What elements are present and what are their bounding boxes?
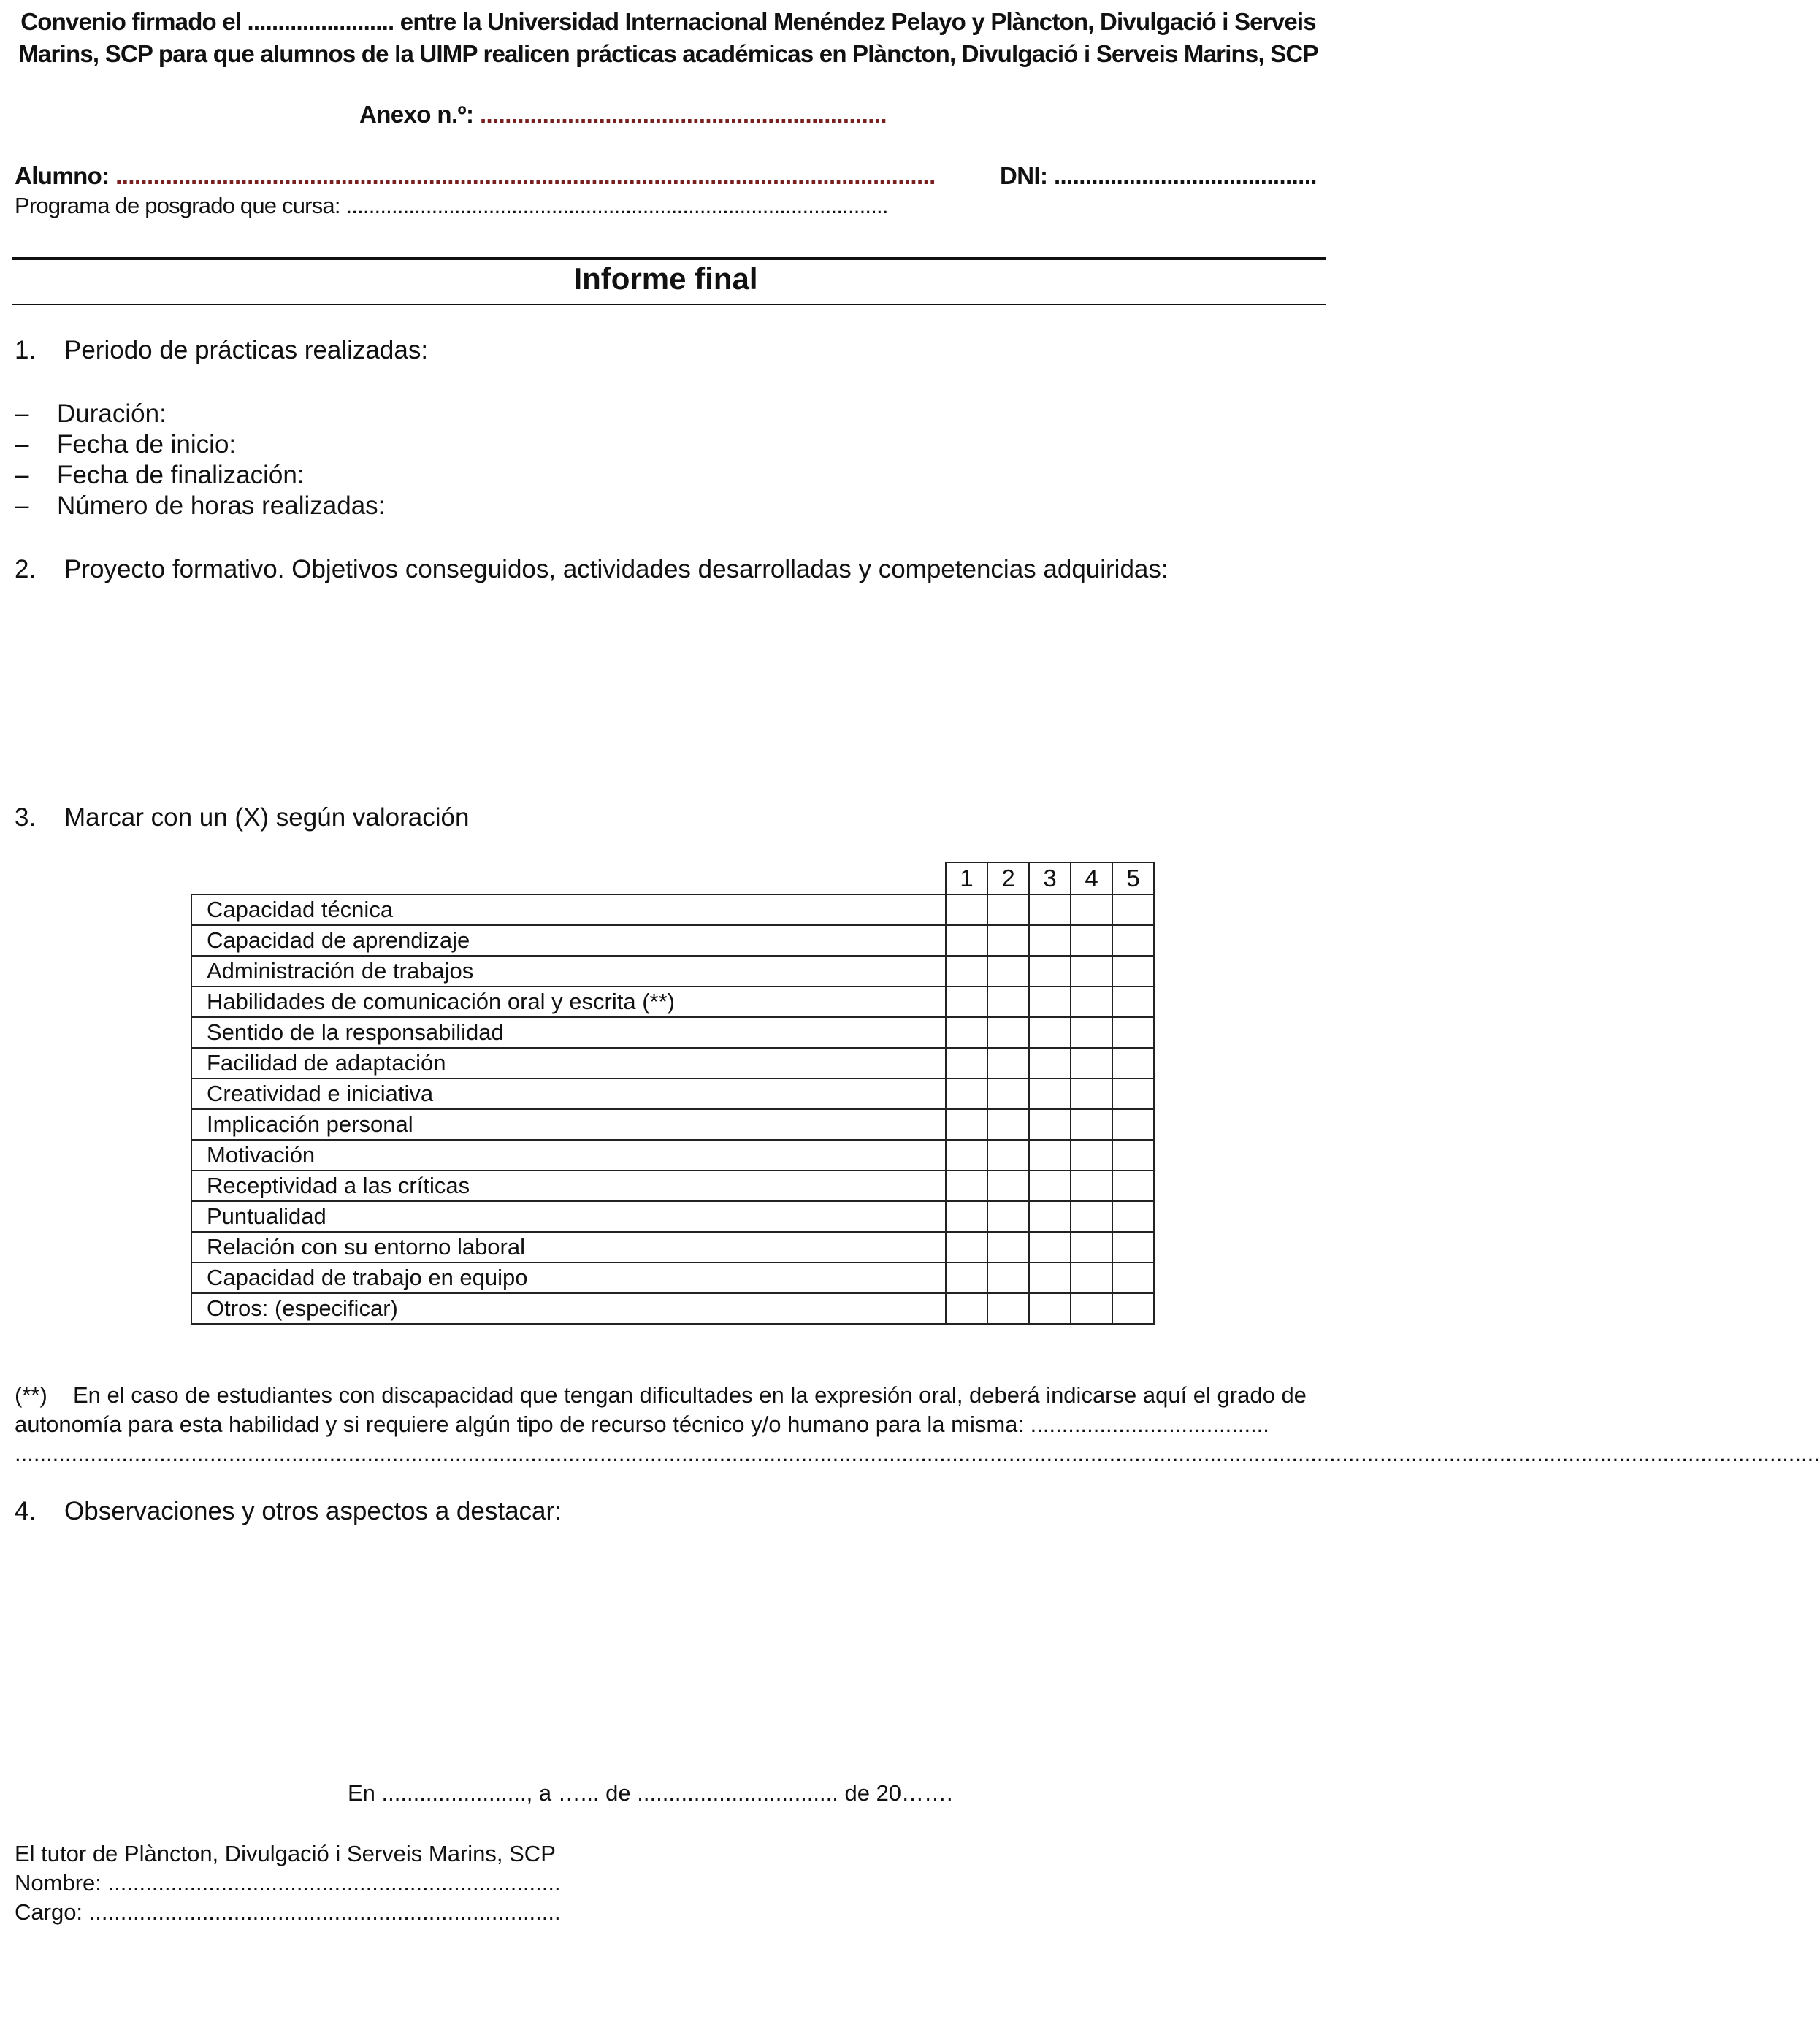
table-row [191,1109,1154,1140]
rating-checkbox-2[interactable] [987,956,1029,986]
note-field[interactable]: ............................................................................................................................................................................................................................................................................................... [15,1441,1820,1466]
rating-checkbox-1[interactable] [946,1048,987,1078]
rating-checkbox-2[interactable] [987,1262,1029,1293]
rating-checkbox-4[interactable] [1071,894,1112,925]
dash: – [15,399,29,428]
rating-scale-row [191,862,1154,894]
rating-checkbox-2[interactable] [987,1232,1029,1262]
page-title: Informe final [573,261,758,296]
section-1-text: Periodo de prácticas realizadas: [64,336,429,364]
dni-field[interactable]: .......................................... [1047,162,1317,189]
rating-checkbox-1[interactable] [946,956,987,986]
header-line-2: Marins, SCP para que alumnos de la UIMP realicen prácticas académicas en Plàncton, Divulgació i Serveis Marins, SCP [18,40,1318,67]
rating-checkbox-3[interactable] [1029,1262,1071,1293]
rating-checkbox-1[interactable] [946,1262,987,1293]
section-2-text: Proyecto formativo. Objetivos conseguidos, actividades desarrolladas y competencias adquiridas: [64,555,1169,583]
rating-checkbox-5[interactable] [1112,1201,1154,1232]
accessibility-note [15,1381,1326,1439]
agreement-header [15,6,1322,70]
criterion-label: Puntualidad [191,1201,946,1232]
table-row [191,1017,1154,1048]
table-row [191,1048,1154,1078]
dni-line [1000,162,1317,190]
rating-checkbox-2[interactable] [987,1170,1029,1201]
header-line-1: Convenio firmado el ........................ entre la Universidad Internacional Menéndez Pelayo y Plàncton, Divulgació i Serveis [20,8,1316,35]
rating-checkbox-3[interactable] [1029,1078,1071,1109]
rating-checkbox-1[interactable] [946,1017,987,1048]
rating-checkbox-5[interactable] [1112,1140,1154,1170]
rating-checkbox-1[interactable] [946,1078,987,1109]
program-field[interactable]: Programa de posgrado que cursa: ............................................................................................... [15,193,888,218]
table-row [191,1262,1154,1293]
table-row [191,1232,1154,1262]
rating-checkbox-3[interactable] [1029,1170,1071,1201]
rating-checkbox-4[interactable] [1071,1017,1112,1048]
rating-checkbox-1[interactable] [946,1293,987,1324]
criterion-label: Administración de trabajos [191,956,946,986]
criterion-label: Facilidad de adaptación [191,1048,946,1078]
criterion-label: Capacidad técnica [191,894,946,925]
table-row [191,1201,1154,1232]
rating-checkbox-1[interactable] [946,1232,987,1262]
tutor-name-field[interactable]: Nombre: ........................................................................ [15,1870,561,1896]
section-3-number: 3. [15,803,37,832]
criterion-label: Capacidad de trabajo en equipo [191,1262,946,1293]
section-3-heading [15,803,469,832]
table-row [191,894,1154,925]
student-label: Alumno: [15,162,110,189]
title-rule-bottom [12,304,1326,305]
criterion-label: Motivación [191,1140,946,1170]
note-text: En el caso de estudiantes con discapacidad que tengan dificultades en la expresión oral, deberá indicarse aquí el grado de autonomía para esta habilidad y si requiere algún tipo de recurso técnico y/o humano para la misma: ...................................... [15,1382,1307,1437]
list-item [15,399,385,429]
rating-checkbox-5[interactable] [1112,925,1154,956]
tutor-position-field[interactable]: Cargo: ........................................................................... [15,1899,561,1925]
list-item-text[interactable]: Fecha de inicio: [57,430,237,459]
list-item [15,460,385,491]
rating-checkbox-2[interactable] [987,1109,1029,1140]
list-item-text[interactable]: Fecha de finalización: [57,461,305,489]
rating-checkbox-5[interactable] [1112,1232,1154,1262]
date-place-line[interactable]: En ......................., a …... de ................................ de 20……. [348,1780,953,1806]
rating-checkbox-1[interactable] [946,986,987,1017]
rating-checkbox-5[interactable] [1112,1078,1154,1109]
criterion-label: Sentido de la responsabilidad [191,1017,946,1048]
rating-checkbox-1[interactable] [946,1109,987,1140]
section-4-heading [15,1497,562,1526]
rating-checkbox-4[interactable] [1071,1170,1112,1201]
rating-checkbox-5[interactable] [1112,1293,1154,1324]
rating-scale-4: 4 [1071,862,1112,894]
rating-checkbox-2[interactable] [987,1048,1029,1078]
list-item [15,491,385,521]
section-2-heading [15,555,1169,584]
rating-checkbox-4[interactable] [1071,1078,1112,1109]
title-rule-top [12,257,1326,260]
rating-checkbox-2[interactable] [987,1201,1029,1232]
rating-checkbox-4[interactable] [1071,1140,1112,1170]
list-item-text[interactable]: Duración: [57,399,167,428]
criterion-label: Habilidades de comunicación oral y escrita (**) [191,986,946,1017]
rating-scale-1: 1 [946,862,987,894]
rating-checkbox-3[interactable] [1029,956,1071,986]
rating-checkbox-4[interactable] [1071,956,1112,986]
dash: – [15,430,29,459]
rating-checkbox-3[interactable] [1029,894,1071,925]
dash: – [15,491,29,520]
rating-checkbox-4[interactable] [1071,1293,1112,1324]
rating-checkbox-5[interactable] [1112,1170,1154,1201]
section-1-heading [15,336,428,365]
rating-checkbox-4[interactable] [1071,925,1112,956]
section-2-number: 2. [15,555,37,583]
table-row [191,1140,1154,1170]
rating-checkbox-2[interactable] [987,986,1029,1017]
table-row [191,956,1154,986]
rating-checkbox-2[interactable] [987,1140,1029,1170]
annex-dots[interactable]: ................................................................. [473,101,887,128]
rating-checkbox-3[interactable] [1029,1293,1071,1324]
annex-label: Anexo n.º: [359,101,474,128]
rating-checkbox-2[interactable] [987,1017,1029,1048]
list-item-text[interactable]: Número de horas realizadas: [57,491,386,520]
rating-checkbox-3[interactable] [1029,986,1071,1017]
dni-label: DNI: [1000,162,1048,189]
table-row [191,1078,1154,1109]
rating-checkbox-5[interactable] [1112,1262,1154,1293]
rating-checkbox-3[interactable] [1029,925,1071,956]
section-4-text: Observaciones y otros aspectos a destacar: [64,1497,562,1525]
rating-checkbox-2[interactable] [987,894,1029,925]
criterion-label: Capacidad de aprendizaje [191,925,946,956]
dash: – [15,461,29,489]
criterion-label: Creatividad e iniciativa [191,1078,946,1109]
rating-checkbox-4[interactable] [1071,1109,1112,1140]
criterion-label: Relación con su entorno laboral [191,1232,946,1262]
rating-checkbox-3[interactable] [1029,1232,1071,1262]
note-tag: (**) [15,1382,47,1408]
student-field[interactable]: ................................................................................................................................... [109,162,936,189]
rating-checkbox-5[interactable] [1112,1109,1154,1140]
rating-checkbox-3[interactable] [1029,1017,1071,1048]
rating-checkbox-2[interactable] [987,1293,1029,1324]
criterion-label: Implicación personal [191,1109,946,1140]
rating-checkbox-4[interactable] [1071,1201,1112,1232]
rating-checkbox-1[interactable] [946,925,987,956]
list-item [15,429,385,460]
rating-checkbox-2[interactable] [987,925,1029,956]
rating-checkbox-5[interactable] [1112,986,1154,1017]
rating-checkbox-2[interactable] [987,1078,1029,1109]
rating-checkbox-1[interactable] [946,1140,987,1170]
section-1-number: 1. [15,336,37,364]
rating-checkbox-5[interactable] [1112,1017,1154,1048]
rating-scale-2: 2 [987,862,1029,894]
rating-checkbox-4[interactable] [1071,1232,1112,1262]
rating-checkbox-3[interactable] [1029,1048,1071,1078]
rating-checkbox-1[interactable] [946,894,987,925]
rating-checkbox-3[interactable] [1029,1140,1071,1170]
table-row [191,986,1154,1017]
rating-checkbox-4[interactable] [1071,1048,1112,1078]
table-row [191,925,1154,956]
rating-checkbox-4[interactable] [1071,1262,1112,1293]
table-row [191,1170,1154,1201]
rating-checkbox-5[interactable] [1112,1048,1154,1078]
table-row [191,1293,1154,1324]
rating-checkbox-3[interactable] [1029,1109,1071,1140]
tutor-signature-block [15,1839,561,1927]
annex-number [359,101,887,129]
criterion-label: Otros: (especificar) [191,1293,946,1324]
rating-scale-3: 3 [1029,862,1071,894]
rating-table [191,862,1155,1325]
rating-checkbox-5[interactable] [1112,894,1154,925]
rating-checkbox-4[interactable] [1071,986,1112,1017]
section-3-text: Marcar con un (X) según valoración [64,803,470,832]
criterion-label: Receptividad a las críticas [191,1170,946,1201]
rating-scale-5: 5 [1112,862,1154,894]
rating-checkbox-3[interactable] [1029,1201,1071,1232]
rating-checkbox-5[interactable] [1112,956,1154,986]
rating-checkbox-1[interactable] [946,1201,987,1232]
rating-header-blank [191,862,946,894]
section-4-number: 4. [15,1497,37,1525]
rating-checkbox-1[interactable] [946,1170,987,1201]
period-list [15,399,385,521]
student-line [15,162,936,190]
tutor-title: El tutor de Plàncton, Divulgació i Serveis Marins, SCP [15,1841,556,1866]
